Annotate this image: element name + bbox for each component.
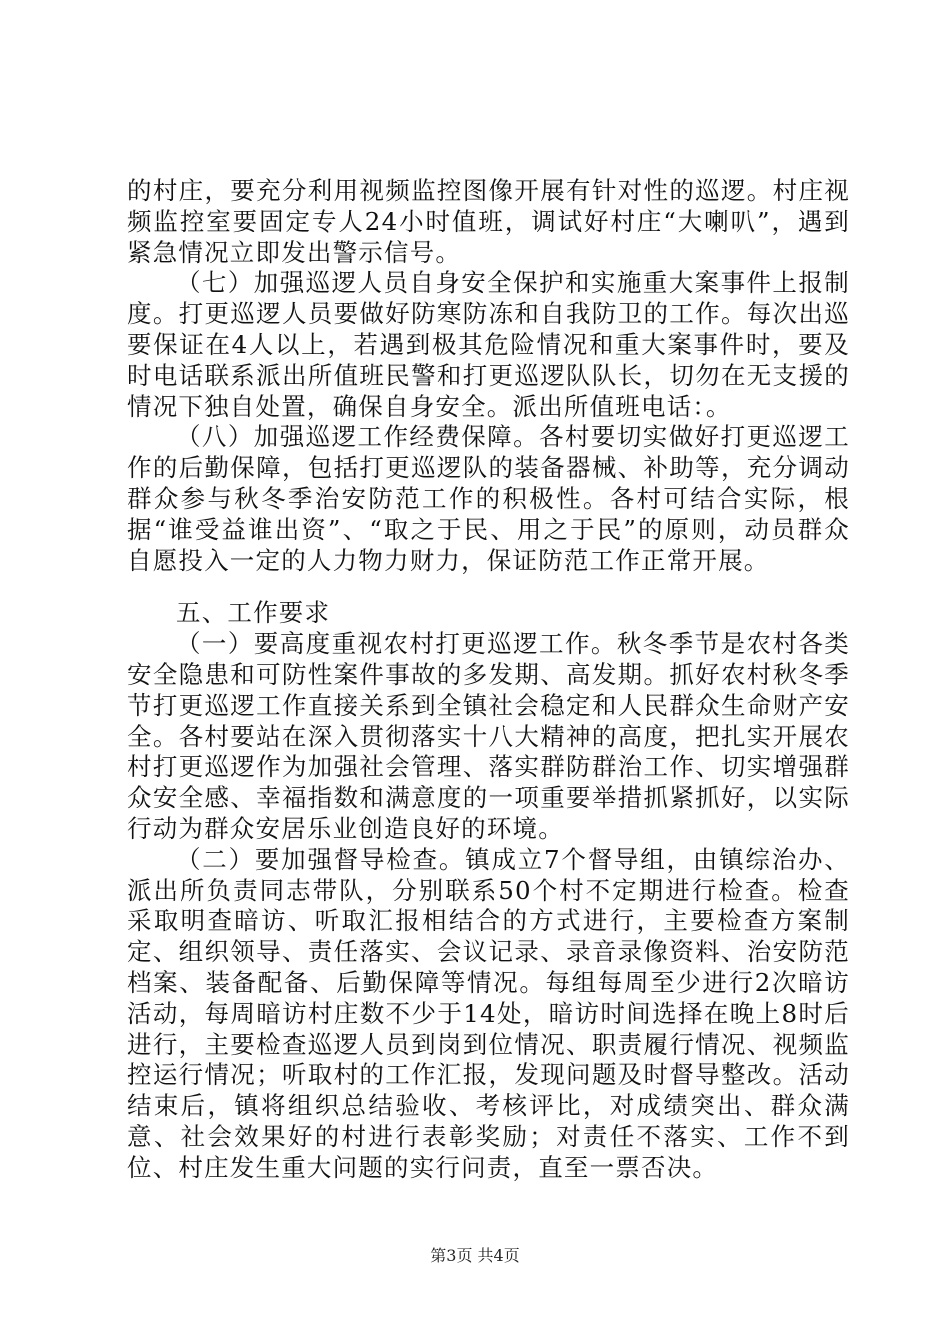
- paragraph-item-8: （八）加强巡逻工作经费保障。各村要切实做好打更巡逻工作的后勤保障，包括打更巡逻队的装备器械、补助等，充分调动群众参与秋冬季治安防范工作的积极性。各村可结合实际，根据“谁受益谁出资”、“取之于民、用之于民”的原则，动员群众自愿投入一定的人力物力财力，保证防范工作正常开展。: [127, 422, 850, 575]
- paragraph-item-7: （七）加强巡逻人员自身安全保护和实施重大案事件上报制度。打更巡逻人员要做好防寒防冻和自我防卫的工作。每次出巡要保证在4人以上，若遇到极其危险情况和重大案事件时，要及时电话联系派出所值班民警和打更巡逻队队长，切勿在无支援的情况下独自处置，确保自身安全。派出所值班电话：。: [127, 268, 850, 421]
- paragraph-requirement-1: （一）要高度重视农村打更巡逻工作。秋冬季节是农村各类安全隐患和可防性案件事故的多发期、高发期。抓好农村秋冬季节打更巡逻工作直接关系到全镇社会稳定和人民群众生命财产安全。各村要站在深入贯彻落实十八大精神的高度，把扎实开展农村打更巡逻作为加强社会管理、落实群防群治工作、切实增强群众安全感、幸福指数和满意度的一项重要举措抓紧抓好，以实际行动为群众安居乐业创造良好的环境。: [127, 629, 850, 843]
- paragraph-continuation: 的村庄，要充分利用视频监控图像开展有针对性的巡逻。村庄视频监控室要固定专人24小时值班，调试好村庄“大喇叭”，遇到紧急情况立即发出警示信号。: [127, 176, 850, 267]
- section-heading: 五、工作要求: [176, 598, 331, 628]
- document-body: [127, 176, 850, 1184]
- paragraph-requirement-2: （二）要加强督导检查。镇成立7个督导组，由镇综治办、派出所负责同志带队，分别联系50个村不定期进行检查。检查采取明查暗访、听取汇报相结合的方式进行，主要检查方案制定、组织领导、责任落实、会议记录、录音录像资料、治安防范档案、装备配备、后勤保障等情况。每组每周至少进行2次暗访活动，每周暗访村庄数不少于14处，暗访时间选择在晚上8时后进行，主要检查巡逻人员到岗到位情况、职责履行情况、视频监控运行情况；听取村的工作汇报，发现问题及时督导整改。活动结束后，镇将组织总结验收、考核评比，对成绩突出、群众满意、社会效果好的村进行表彰奖励；对责任不落实、工作不到位、村庄发生重大问题的实行问责，直至一票否决。: [127, 844, 850, 1182]
- page-number-footer: 第3页 共4页: [430, 1246, 520, 1265]
